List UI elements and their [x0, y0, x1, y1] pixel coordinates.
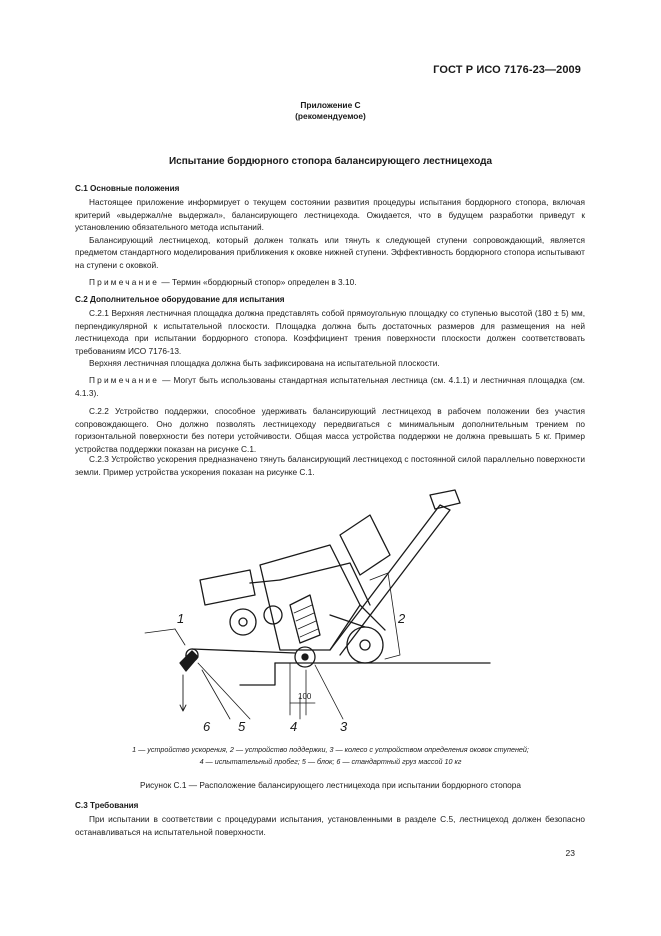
- note-label: Примечание: [89, 375, 160, 385]
- figure-c1: [130, 485, 520, 745]
- paragraph: С.2.1 Верхняя лестничная площадка должна представлять собой прямоугольную площадку со ступенью высотой (180 ± 5) мм, перпендикулярной к испытательной плоскости. Площадка должна быть достаточных размеров для размещения на ней лестницехода при испытании бордюрного стопора. Коэффициент трения поверхности плоскости должен соответствовать требованиям ИСО 7176-13.: [75, 308, 585, 356]
- label-5: 5: [238, 719, 246, 734]
- paragraph: Верхняя лестничная площадка должна быть зафиксирована на испытательной плоскости.: [89, 358, 440, 369]
- front-wheel: [230, 609, 256, 635]
- main-wheel: [347, 627, 383, 663]
- stair-climber-diagram: [130, 485, 520, 745]
- note-label: Примечание: [89, 277, 160, 287]
- section-c21-note: [75, 374, 585, 399]
- label-3: 3: [340, 719, 348, 734]
- appendix-note: (рекомендуемое): [295, 111, 366, 121]
- section-c1-note: [75, 276, 585, 289]
- paragraph: Балансирующий лестницеход, который должен толкать или тянуть к следующей ступени сопровождающий, является предметом стандартного моделирования приближения к оковке нижней ступени. Эффективность бордюрного стопора испытывают на ступени с оковкой.: [75, 234, 585, 270]
- label-4: 4: [290, 719, 298, 734]
- label-2: 2: [398, 611, 406, 626]
- figure-legend-line1: 1 — устройство ускорения, 2 — устройство поддержки, 3 — колесо с устройством определения оковок ступеней;: [132, 745, 529, 754]
- figure-legend-line2: 4 — испытательный пробег; 5 — блок; 6 — стандартный груз массой 10 кг: [199, 757, 462, 766]
- label-6: 6: [203, 719, 211, 734]
- section-c22-body: [75, 405, 585, 455]
- paragraph: При испытании в соответствии с процедурами испытания, установленными в разделе С.5, лестницеход должен безопасно останавливаться на испытательной поверхности.: [75, 814, 585, 837]
- document-title: Испытание бордюрного стопора балансирующего лестницехода: [168, 156, 493, 167]
- section-c23-body: [75, 453, 585, 478]
- page-number: 23: [565, 848, 575, 858]
- spring-column: [290, 595, 320, 643]
- label-1: 1: [177, 611, 185, 626]
- appendix-title: Приложение С: [300, 100, 361, 110]
- section-c2-heading: С.2 Дополнительное оборудование для испытания: [75, 295, 285, 304]
- note-text: — Термин «бордюрный стопор» определен в 3.10.: [159, 277, 357, 287]
- dimension-100: 100: [298, 692, 312, 701]
- handle-grip: [430, 490, 460, 509]
- standard-header: ГОСТ Р ИСО 7176-23—2009: [433, 64, 581, 76]
- paragraph: С.2.2 Устройство поддержки, способное удерживать балансирующий лестницеход в рабочем положении без участия сопровождающего. Оно должно позволять лестницеходу передвигаться с минимальным дополнительным трением по горизонтальной поверхности без потери устойчивости. Общая масса устройства поддержки не должна превышать 5 кг. Пример устройства поддержки показан на рисунке С.1.: [75, 406, 585, 454]
- section-c1-body: [75, 196, 585, 272]
- figure-caption: Рисунок С.1 — Расположение балансирующего лестницехода при испытании бордюрного стопора: [139, 780, 522, 790]
- section-c3-heading: С.3 Требования: [75, 801, 139, 810]
- footrest: [200, 570, 255, 605]
- section-c3-body: [75, 813, 585, 838]
- paragraph: С.2.3 Устройство ускорения предназначено тянуть балансирующий лестницеход с постоянной силой параллельно поверхности земли. Пример устройства ускорения показан на рисунке С.1.: [75, 454, 585, 477]
- backrest: [340, 515, 390, 575]
- section-c21-body: [75, 307, 585, 370]
- note-text: — Могут быть использованы стандартная испытательная лестница (см. 4.1.1) и лестничная площадка (см. 4.1.3).: [75, 375, 585, 398]
- standard-weight: [180, 651, 198, 671]
- section-c1-heading: С.1 Основные положения: [75, 184, 180, 193]
- step-edge: [240, 663, 275, 685]
- paragraph: Настоящее приложение информирует о текущем состоянии развития процедуры испытания бордюрного стопора, включая критерий «выдержал/не выдержал», балансирующего лестницехода. Ожидается, что в будущем разработки приведут к установлению обязательного метода испытаний.: [75, 197, 585, 233]
- support-bracket: [370, 573, 400, 659]
